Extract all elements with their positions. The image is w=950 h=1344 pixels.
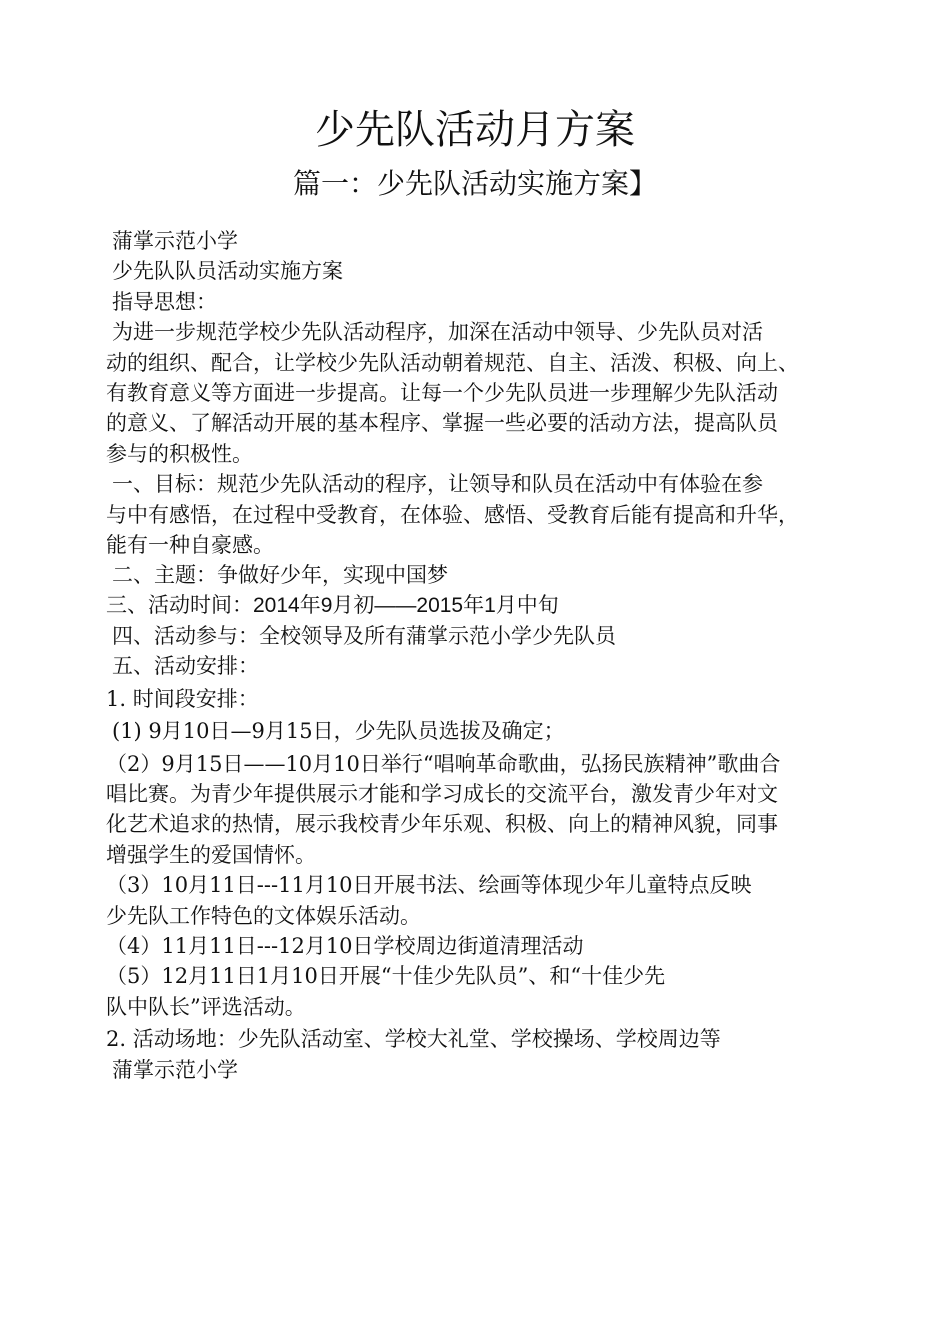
paragraph-line: 三、活动时间：2014年9月初——2015年1月中旬 [106,593,559,617]
paragraph-line: 有教育意义等方面进一步提高。让每一个少先队员进一步理解少先队活动 [106,380,778,405]
list-item: (1) 9月10日—9月15日，少先队员选拔及确定； [112,719,565,744]
paragraph-line: 能有一种自豪感。 [106,532,274,557]
school-name: 蒲掌示范小学 [112,229,238,253]
paragraph-line: 动的组织、配合，让学校少先队活动朝着规范、自主、活泼、积极、向上、 [106,350,799,375]
paragraph-line: 化艺术追求的热情，展示我校青少年乐观、积极、向上的精神风貌，同事 [106,812,778,837]
paragraph-line: 的意义、了解活动开展的基本程序、掌握一些必要的活动方法，提高队员 [106,411,778,436]
list-item: （4）11月11日---12月10日学校周边街道清理活动 [106,933,584,958]
paragraph-line: 为进一步规范学校少先队活动程序，加深在活动中领导、少先队员对活 [112,320,763,345]
list-heading: 2. 活动场地：少先队活动室、学校大礼堂、学校操场、学校周边等 [106,1027,721,1052]
paragraph-line: 增强学生的爱国情怀。 [106,842,316,867]
list-item: （3）10月11日---11月10日开展书法、绘画等体现少年儿童特点反映 [106,873,752,898]
paragraph-line: 队中队长”评选活动。 [106,994,306,1019]
document-title: 少先队活动月方案 [315,107,635,153]
document-body [106,226,876,1085]
document-subtitle: 篇一：少先队活动实施方案】 [292,167,657,200]
paragraph-line: 四、活动参与：全校领导及所有蒲掌示范小学少先队员 [112,624,616,649]
section-heading-guiding-thought: 指导思想： [112,289,217,314]
paragraph-line: 与中有感悟，在过程中受教育，在体验、感悟、受教育后能有提高和升华， [106,502,799,527]
list-heading: 1. 时间段安排： [106,686,259,711]
paragraph-line: 唱比赛。为青少年提供展示才能和学习成长的交流平台，激发青少年对文 [106,782,778,807]
paragraph-line: 参与的积极性。 [106,441,253,466]
paragraph-line: 五、活动安排： [112,654,259,679]
paragraph-line: 一、目标：规范少先队活动的程序，让领导和队员在活动中有体验在参 [112,472,763,497]
list-item: （2）9月15日——10月10日举行“唱响革命歌曲，弘扬民族精神”歌曲合 [106,751,781,776]
list-item: （5）12月11日1月10日开展“十佳少先队员”、和“十佳少先 [106,964,666,989]
plan-name: 少先队队员活动实施方案 [112,259,343,284]
paragraph-line: 少先队工作特色的文体娱乐活动。 [106,903,421,928]
paragraph-line: 二、主题：争做好少年，实现中国梦 [112,563,448,588]
school-name-signature: 蒲掌示范小学 [112,1057,238,1082]
